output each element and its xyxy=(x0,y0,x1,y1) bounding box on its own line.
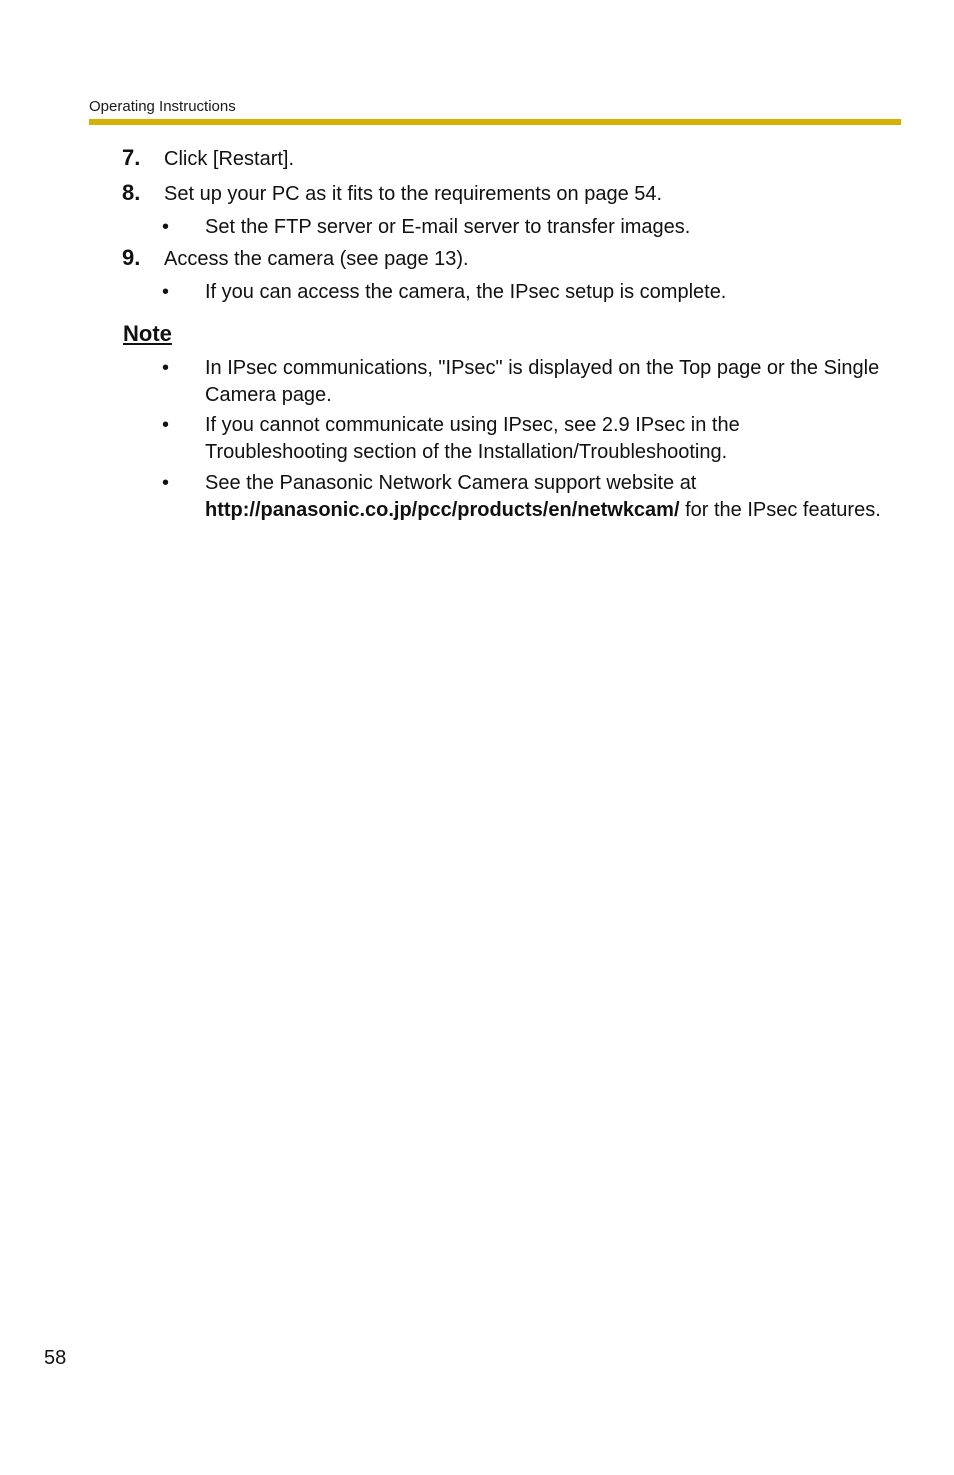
bullet-glyph: • xyxy=(162,216,170,238)
bullet-glyph: • xyxy=(162,281,170,303)
support-website-url: http://panasonic.co.jp/pcc/products/en/netwkcam/ xyxy=(205,499,680,521)
bullet-text: If you can access the camera, the IPsec setup is complete. xyxy=(205,281,727,303)
note-text xyxy=(205,470,885,524)
page-number: 58 xyxy=(44,1347,67,1369)
step-text: Click [Restart]. xyxy=(164,148,295,170)
bullet-glyph: • xyxy=(162,414,170,436)
note-text-prefix: See the Panasonic Network Camera support website at xyxy=(205,472,697,494)
note-text-suffix: for the IPsec features. xyxy=(685,499,881,521)
step-number: 7. xyxy=(122,145,141,170)
note-text: In IPsec communications, "IPsec" is displayed on the Top page or the Single Camera page. xyxy=(205,357,880,406)
step-number: 9. xyxy=(122,245,141,270)
step-text: Set up your PC as it fits to the requirements on page 54. xyxy=(164,183,663,205)
step-number: 8. xyxy=(122,180,141,205)
header-label: Operating Instructions xyxy=(89,98,236,115)
bullet-glyph: • xyxy=(162,472,170,494)
note-heading: Note xyxy=(123,321,172,346)
header-rule xyxy=(89,119,901,125)
bullet-glyph: • xyxy=(162,357,170,379)
step-text: Access the camera (see page 13). xyxy=(164,248,469,270)
note-text: If you cannot communicate using IPsec, see 2.9 IPsec in the Troubleshooting section of the Installation/Troubleshooting. xyxy=(205,414,740,463)
bullet-text: Set the FTP server or E-mail server to transfer images. xyxy=(205,216,691,238)
